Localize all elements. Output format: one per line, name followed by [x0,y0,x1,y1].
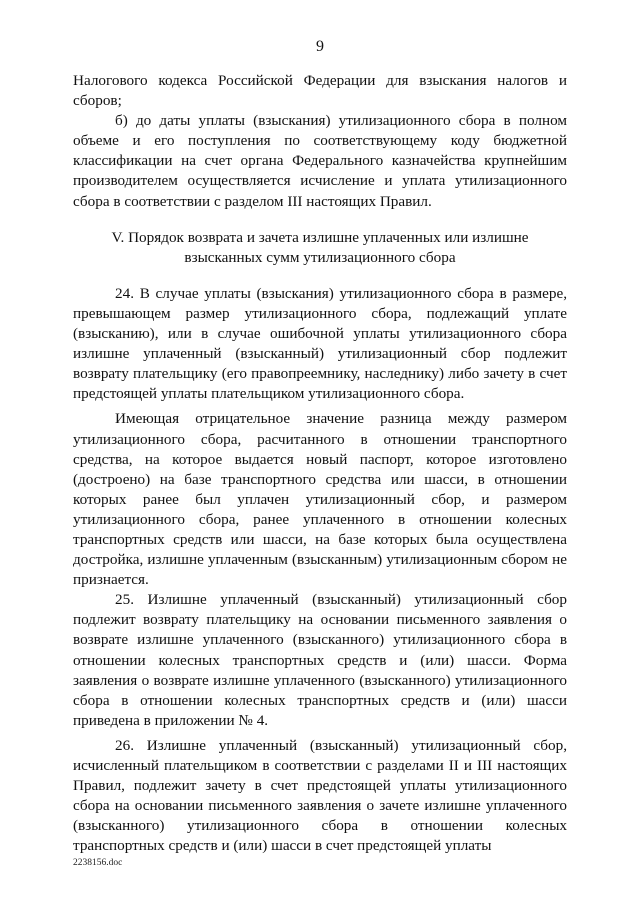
paragraph-continuation: Налогового кодекса Российской Федерации для взыскания налогов и сборов; [73,72,567,110]
paragraph-24-second: Имеющая отрицательное значение разница между размером утилизационного сбора, расчитанного в отношении транспортного средства, на которое выдается новый паспорт, которое изготовлено (достроено) на базе транспортного средства или шасси, в отношении которых ранее был уплачен утилизационный сбор, и размером утилизационного сбора, ранее уплаченного в отношении колесных транспортных средств или шасси, на базе которых была осуществлена достройка, излишне уплаченным (взысканным) утилизационным сбором не признается. [73,410,567,589]
section-heading-line-1: V. Порядок возврата и зачета излишне уплаченных или излишне [111,228,529,246]
section-heading [73,228,567,268]
document-body [73,71,567,856]
paragraph-26: 26. Излишне уплаченный (взысканный) утилизационный сбор, исчисленный плательщиком в соответствии с разделами II и III настоящих Правил, подлежит зачету в счет предстоящей уплаты утилизационного сбора на основании письменного заявления о зачете излишне уплаченного (взысканного) утилизационного сбора в отношении колесных транспортных средств и (или) шасси в счет предстоящей уплаты [73,736,567,855]
paragraph-25: 25. Излишне уплаченный (взысканный) утилизационный сбор подлежит возврату плательщику на основании письменного заявления о возврате излишне уплаченного (взысканного) утилизационного сбора в отношении колесных транспортных средств и (или) шасси. Форма заявления о возврате излишне уплаченного (взысканного) утилизационного сбора в отношении колесных транспортных средств и (или) шасси приведена в приложении № 4. [73,591,567,729]
paragraph-24: 24. В случае уплаты (взыскания) утилизационного сбора в размере, превышающем размер утилизационного сбора, подлежащий уплате (взысканию), или в случае ошибочной уплаты утилизационного сбора излишне уплаченный (взысканный) утилизационный сбор подлежит возврату плательщику (его правопреемнику, наследнику) либо зачету в счет предстоящей уплаты плательщиком утилизационного сбора. [73,284,567,403]
section-heading-line-2: взысканных сумм утилизационного сбора [184,248,456,266]
paragraph-b: б) до даты уплаты (взыскания) утилизационного сбора в полном объеме и его поступления по соответствующему коду бюджетной классификации на счет органа Федерального казначейства крупнейшим производителем осуществляется исчисление и уплата утилизационного сбора в соответствии с разделом III настоящих Правил. [73,112,567,210]
file-name-footer: 2238156.doc [73,858,123,868]
page-number: 9 [316,38,324,55]
